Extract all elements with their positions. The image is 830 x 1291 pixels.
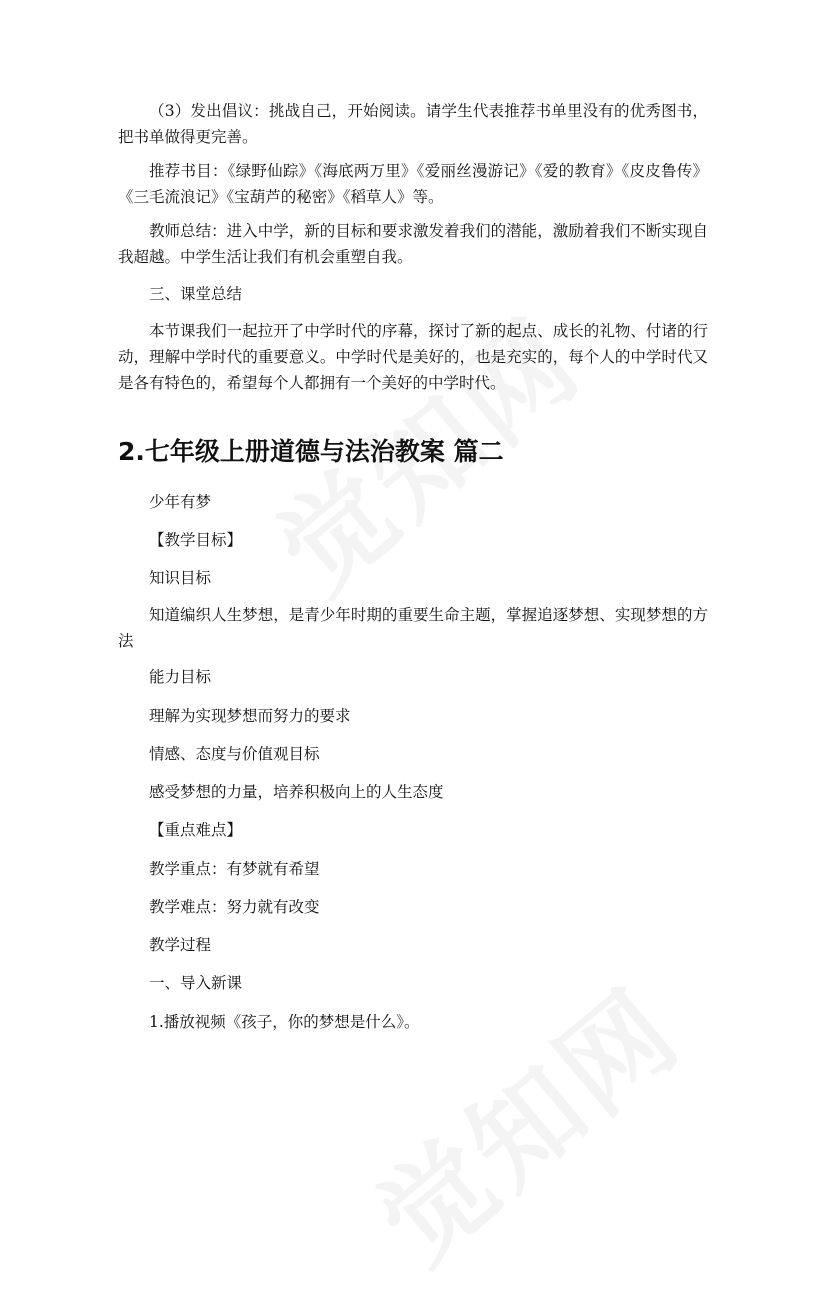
subheading-class-summary: 三、课堂总结 xyxy=(149,285,243,303)
label-teaching-process: 教学过程 xyxy=(149,936,212,954)
label-key-difficult-points: 【重点难点】 xyxy=(149,821,243,839)
paragraph-proposal: （3）发出倡议：挑战自己，开始阅读。请学生代表推荐书单里没有的优秀图书，把书单做得更完善。 xyxy=(118,102,708,146)
paragraph-teacher-summary: 教师总结：进入中学，新的目标和要求激发着我们的潜能，激励着我们不断实现自我超越。中学生活让我们有机会重塑自我。 xyxy=(118,222,708,266)
watermark xyxy=(340,947,708,1291)
label-ability-goal: 能力目标 xyxy=(149,668,212,686)
subheading-introduction: 一、导入新课 xyxy=(149,974,243,992)
text-emotion-goal: 感受梦想的力量，培养积极向上的人生态度 xyxy=(149,783,444,801)
section-heading: 2.七年级上册道德与法治教案 篇二 xyxy=(118,437,504,466)
label-emotion-goal: 情感、态度与价值观目标 xyxy=(149,745,320,763)
lesson-title: 少年有梦 xyxy=(149,493,212,511)
text-key-point: 教学重点：有梦就有希望 xyxy=(149,860,320,878)
paragraph-recommended-books: 推荐书目：《绿野仙踪》《海底两万里》《爱丽丝漫游记》《爱的教育》《皮皮鲁传》《三毛流浪记》《宝葫芦的秘密》《稻草人》等。 xyxy=(118,162,708,206)
label-teaching-goals: 【教学目标】 xyxy=(149,531,243,549)
text-difficult-point: 教学难点：努力就有改变 xyxy=(149,898,320,916)
paragraph-knowledge-goal: 知道编织人生梦想，是青少年时期的重要生命主题，掌握追逐梦想、实现梦想的方法 xyxy=(118,606,708,650)
label-knowledge-goal: 知识目标 xyxy=(149,569,212,587)
text-play-video: 1.播放视频《孩子，你的梦想是什么》。 xyxy=(149,1013,420,1031)
paragraph-class-summary: 本节课我们一起拉开了中学时代的序幕，探讨了新的起点、成长的礼物、付诸的行动，理解中学时代的重要意义。中学时代是美好的，也是充实的，每个人的中学时代又是各有特色的，希望每个人都拥有一个美好的中学时代。 xyxy=(118,322,708,392)
text-ability-goal: 理解为实现梦想而努力的要求 xyxy=(149,707,351,725)
